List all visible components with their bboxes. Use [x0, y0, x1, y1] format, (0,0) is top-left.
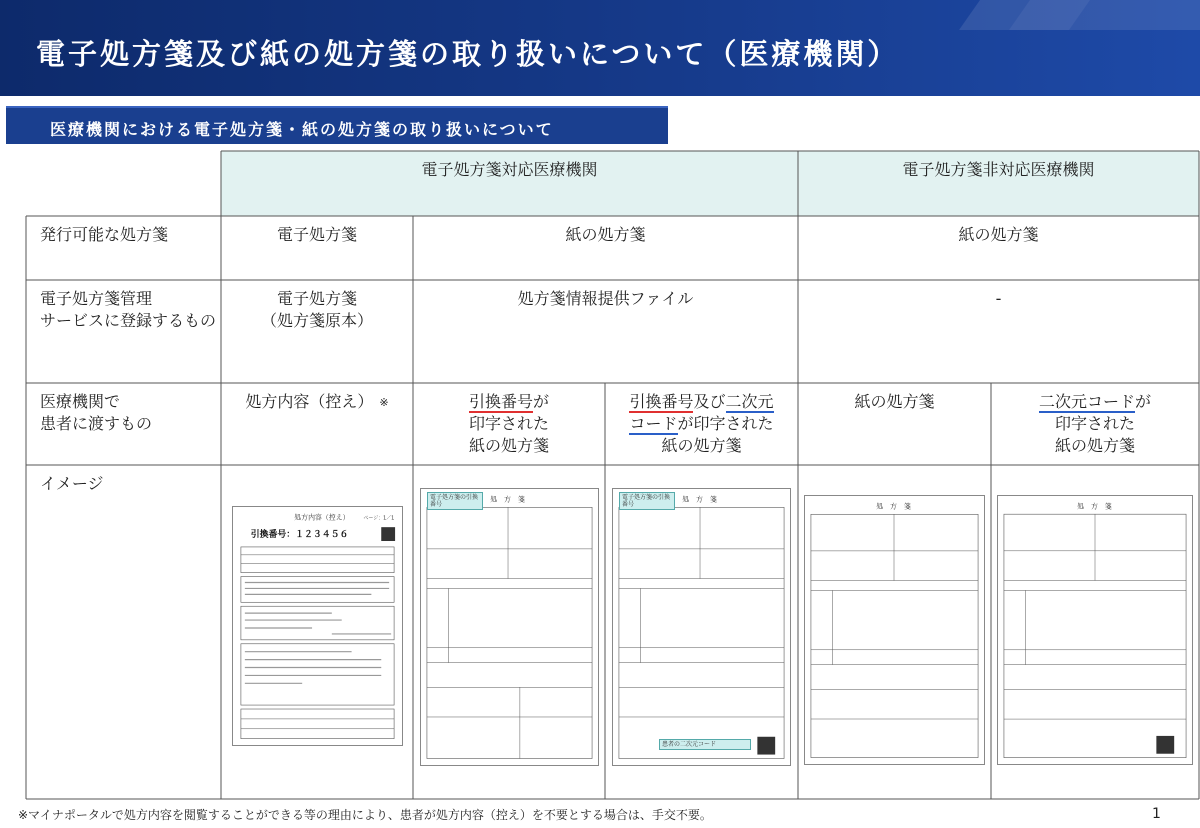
- row2-supported-e-line1: 電子処方箋: [276, 289, 357, 308]
- qr-code-callout: 患者の二次元コード: [659, 739, 751, 750]
- row1-supported-paper: 紙の処方箋: [565, 225, 646, 244]
- row2-supported-e: [221, 288, 413, 332]
- qr-code-icon: [1156, 736, 1174, 754]
- rx-form-drawing: [613, 489, 790, 765]
- row1-label: 発行可能な処方箋: [40, 225, 169, 244]
- row3-label-line2: 患者に渡すもの: [40, 414, 153, 433]
- row3-paper-rx: 紙の処方箋: [854, 392, 935, 411]
- rx-form-drawing: [805, 496, 984, 764]
- control-copy-number: 引換番号：１２３４５６: [250, 530, 349, 541]
- qr-code-highlight: 二次元コード: [1038, 392, 1135, 411]
- rx-form-drawing: [998, 496, 1192, 764]
- row2-label-line2: サービスに登録するもの: [40, 311, 217, 330]
- row1-unsupported: 紙の処方箋: [958, 225, 1039, 244]
- row2-supported-paper: 処方箋情報提供ファイル: [517, 289, 694, 308]
- row3-c3-rest: が印字された: [677, 414, 774, 433]
- exchange-number-highlight: 引換番号: [468, 392, 533, 411]
- qr-code-highlight: 二次元: [725, 392, 774, 411]
- page-title: 電子処方箋及び紙の処方箋の取り扱いについて（医療機関）: [36, 37, 900, 71]
- row3-exchange-number-rx: [413, 391, 605, 457]
- rx-form-title: 処 方 箋: [682, 495, 717, 504]
- exchange-number-callout: 電子処方箋の引換番号: [619, 492, 675, 510]
- row3-c3-mid: 及び: [693, 392, 726, 411]
- row3-control-copy-text: 処方内容（控え）: [245, 392, 374, 411]
- exchange-number-highlight: 引換番号: [629, 392, 694, 411]
- row3-label-line1: 医療機関で: [40, 392, 121, 411]
- title-bar: [0, 0, 1200, 96]
- rx-form-drawing: [421, 489, 598, 765]
- control-copy-document-drawing: [233, 507, 402, 745]
- paper-rx-image: [804, 495, 985, 765]
- row3-c5-rest: が: [1135, 392, 1152, 411]
- row3-exchange-qr-rx: [605, 391, 798, 457]
- qr-code-highlight: コード: [629, 414, 678, 433]
- control-copy-page: ページ：1／1: [363, 515, 395, 522]
- row3-control-copy: [221, 391, 413, 414]
- row3-c5-line2: 印字された: [1054, 414, 1135, 433]
- header-supported: 電子処方箋対応医療機関: [421, 160, 598, 179]
- header-unsupported: 電子処方箋非対応医療機関: [902, 160, 1095, 179]
- section-subtitle-text: 医療機関における電子処方箋・紙の処方箋の取り扱いについて: [50, 120, 554, 139]
- row2-label-line1: 電子処方箋管理: [40, 289, 153, 308]
- row1-supported-e: 電子処方箋: [276, 225, 357, 244]
- row3-c5-line3: 紙の処方箋: [1054, 436, 1135, 455]
- row4-label: イメージ: [40, 474, 104, 493]
- rx-form-title: 処 方 箋: [490, 495, 525, 504]
- row2-label: [40, 288, 216, 332]
- qr-rx-image: [997, 495, 1193, 765]
- page-number: 1: [1152, 806, 1161, 822]
- row3-c2-line3: 紙の処方箋: [468, 436, 549, 455]
- footnote-mark: ※: [379, 395, 389, 409]
- qr-code-icon: [757, 737, 775, 755]
- control-copy-title: 処方内容（控え）: [294, 513, 350, 522]
- control-copy-image: [232, 506, 403, 746]
- section-subtitle: [6, 106, 668, 144]
- row3-label: [40, 391, 152, 435]
- row3-c2-rest: が: [533, 392, 550, 411]
- row2-supported-e-line2: （処方箋原本）: [260, 311, 373, 330]
- row2-unsupported: -: [995, 289, 1002, 308]
- exchange-number-rx-image: [420, 488, 599, 766]
- footnote: ※マイナポータルで処方内容を閲覧することができる等の理由により、患者が処方内容（控え）を不要とする場合は、手交不要。: [18, 808, 712, 822]
- row3-c2-line2: 印字された: [468, 414, 549, 433]
- exchange-qr-rx-image: [612, 488, 791, 766]
- rx-form-title: 処 方 箋: [1077, 502, 1112, 511]
- row3-qr-rx: [991, 391, 1199, 457]
- row3-c3-line3: 紙の処方箋: [661, 436, 742, 455]
- exchange-number-callout: 電子処方箋の引換番号: [427, 492, 483, 510]
- qr-code-icon: [381, 527, 395, 541]
- rx-form-title: 処 方 箋: [876, 502, 911, 511]
